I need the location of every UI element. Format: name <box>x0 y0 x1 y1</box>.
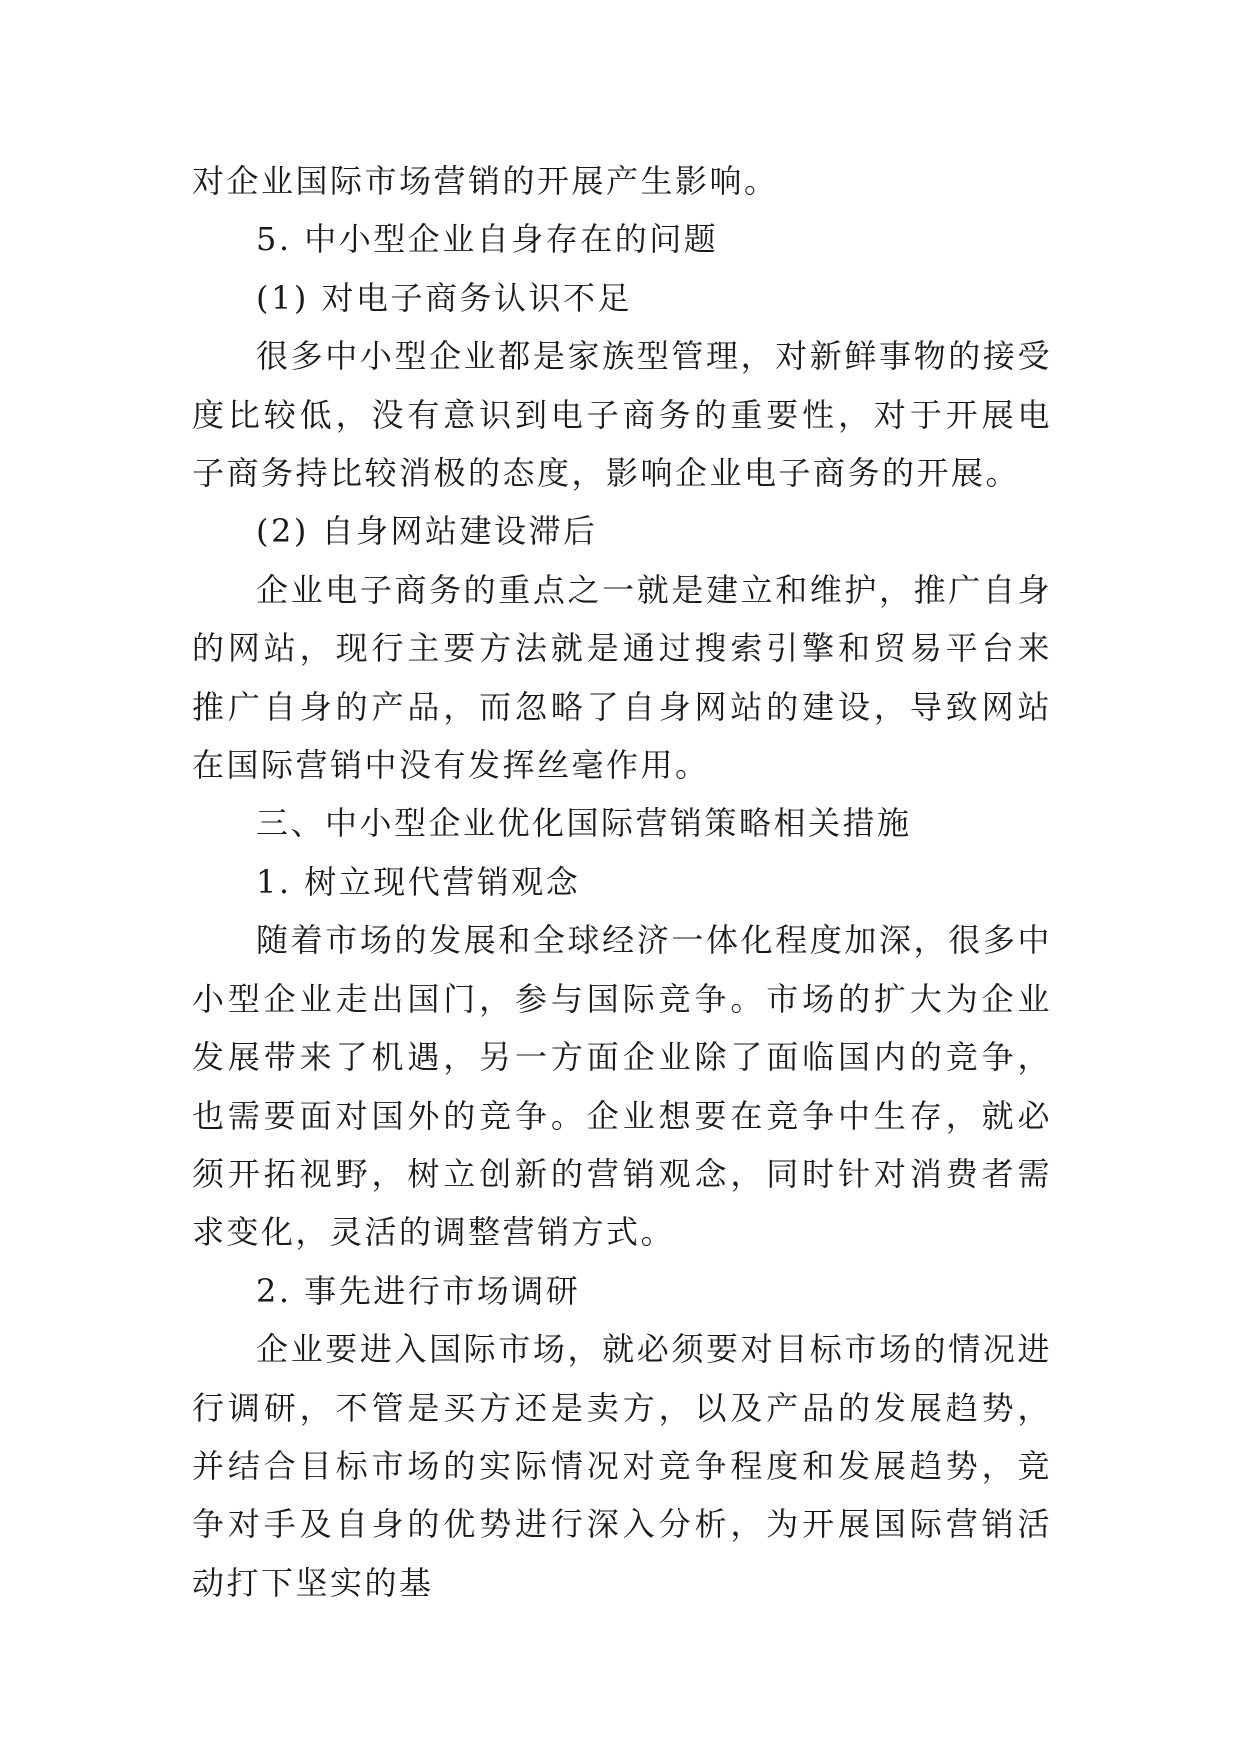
subheading-3-1: 1. 树立现代营销观念 <box>256 862 581 901</box>
paragraph-ecommerce-awareness: 很多中小型企业都是家族型管理，对新鲜事物的接受度比较低，没有意识到电子商务的重要性，对于开展电子商务持比较消极的态度，影响企业电子商务的开展。 <box>192 337 1052 493</box>
paragraph-market-research: 企业要进入国际市场，就必须要对目标市场的情况进行调研，不管是买方还是卖方，以及产品的发展趋势，并结合目标市场的实际情况对竞争程度和发展趋势，竞争对手及自身的优势进行深入分析，为开展国际营销活动打下坚实的基 <box>192 1330 1052 1602</box>
section-heading-3: 三、中小型企业优化国际营销策略相关措施 <box>256 804 912 843</box>
document-body <box>192 152 1052 1612</box>
subheading-5-2: (2) 自身网站建设滞后 <box>256 512 598 551</box>
subheading-5-1: (1) 对电子商务认识不足 <box>256 278 633 317</box>
subheading-5: 5. 中小型企业自身存在的问题 <box>256 220 719 259</box>
paragraph-continuation: 对企业国际市场营销的开展产生影响。 <box>192 162 779 200</box>
paragraph-website-construction: 企业电子商务的重点之一就是建立和维护，推广自身的网站，现行主要方法就是通过搜索引擎和贸易平台来推广自身的产品，而忽略了自身网站的建设，导致网站在国际营销中没有发挥丝毫作用。 <box>192 570 1052 785</box>
subheading-3-2: 2. 事先进行市场调研 <box>256 1271 581 1310</box>
paragraph-marketing-concept: 随着市场的发展和全球经济一体化程度加深，很多中小型企业走出国门，参与国际竞争。市场的扩大为企业发展带来了机遇，另一方面企业除了面临国内的竞争，也需要面对国外的竞争。企业想要在竞争中生存，就必须开拓视野，树立创新的营销观念，同时针对消费者需求变化，灵活的调整营销方式。 <box>192 921 1052 1252</box>
